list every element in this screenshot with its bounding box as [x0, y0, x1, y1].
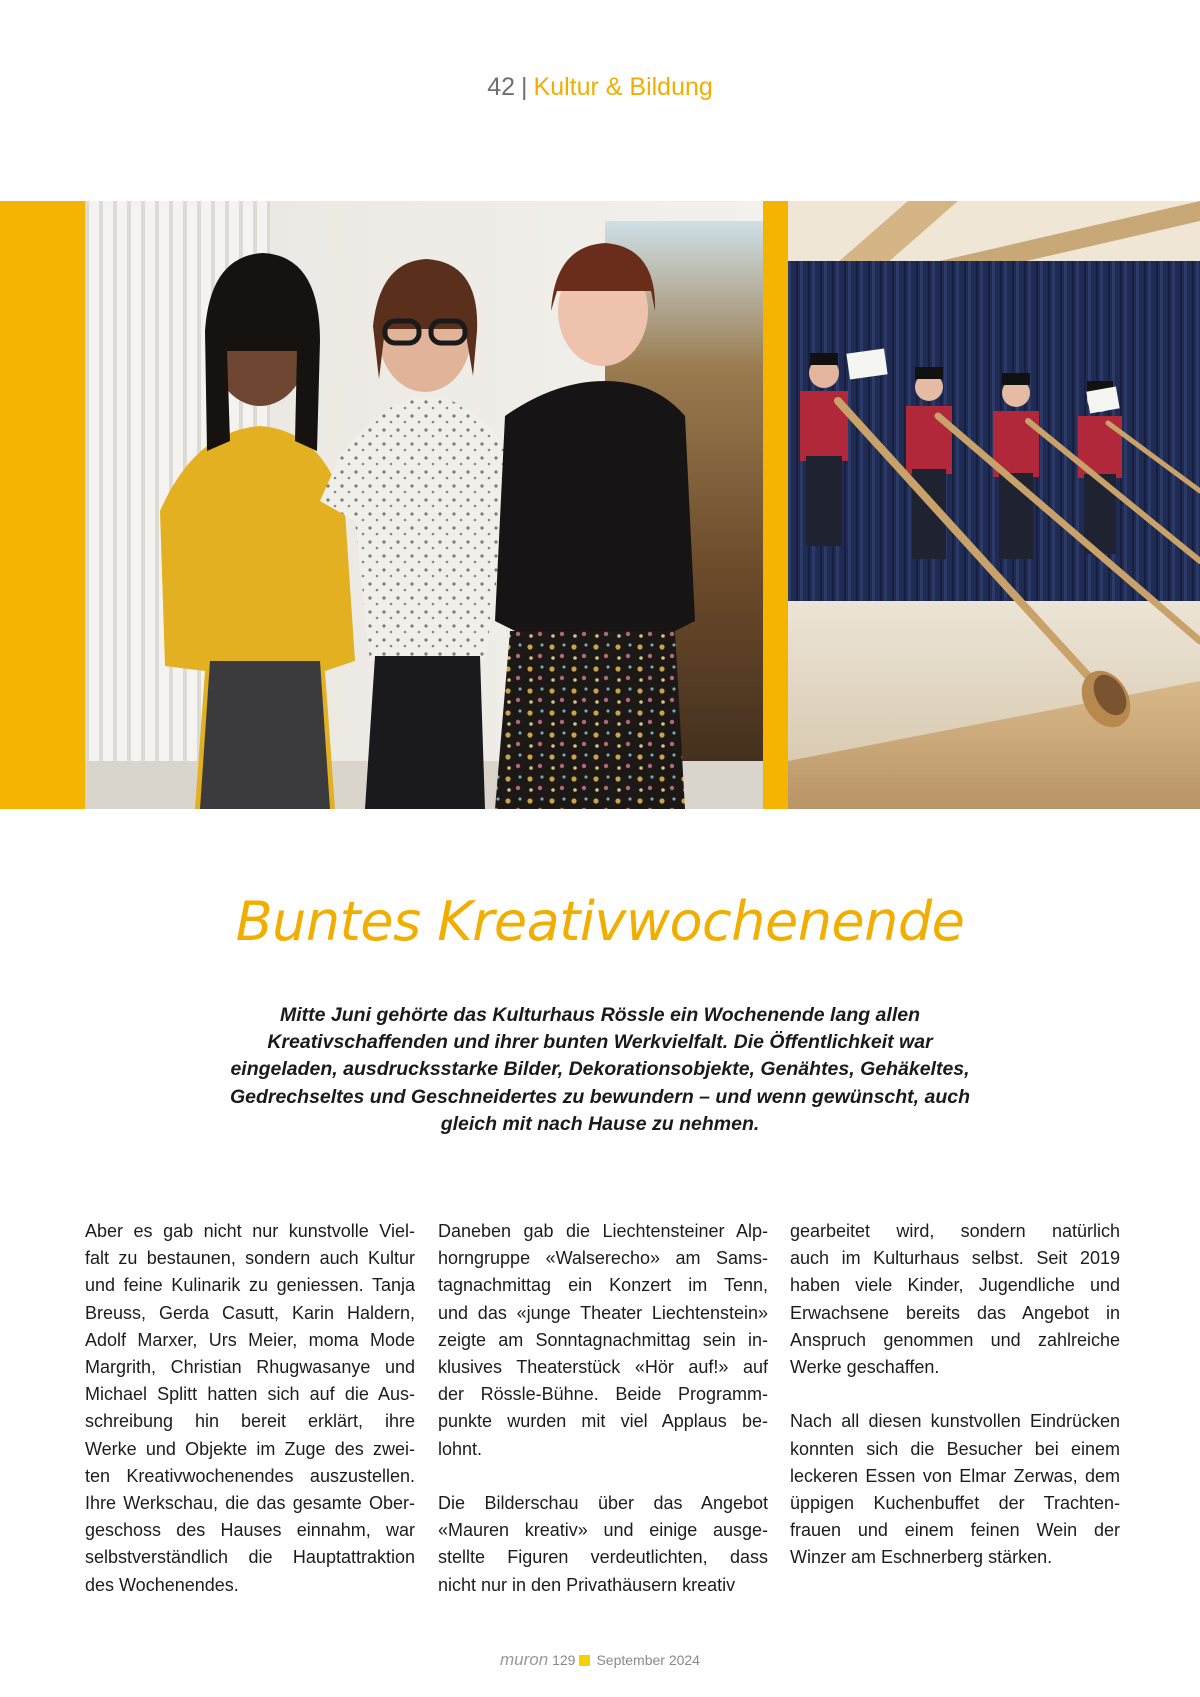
- body-text-line: Werke und Objekte im Zuge des zwei-: [85, 1438, 415, 1459]
- body-text-line: Die Bilderschau über das Angebot: [438, 1493, 768, 1514]
- body-text-line: horngruppe «Walserecho» am Sams-: [438, 1248, 768, 1269]
- body-text-line: Anspruch genommen und zahlreiche: [790, 1329, 1120, 1350]
- body-column-2: [438, 1218, 768, 1599]
- body-column-3: [790, 1218, 1120, 1572]
- body-text-line: auch im Kulturhaus selbst. Seit 2019: [790, 1248, 1120, 1269]
- article-title: Buntes Kreativwochenende: [235, 890, 965, 953]
- photo-alphorn-group: [788, 201, 1200, 809]
- body-text-line: Nach all diesen kunstvollen Eindrücken: [790, 1411, 1120, 1432]
- body-text-line: geschoss des Hauses einnahm, war: [85, 1520, 415, 1541]
- body-text-line: Winzer am Eschnerberg stärken.: [790, 1547, 1053, 1568]
- body-text-line: ten Kreativwochenendes auszustellen.: [85, 1465, 415, 1486]
- body-text-line: Margrith, Christian Rhugwasanye und: [85, 1357, 415, 1378]
- body-text-line: gearbeitet wird, sondern natürlich: [790, 1221, 1120, 1241]
- body-text-line: üppigen Kuchenbuffet der Trachten-: [790, 1493, 1120, 1514]
- page-number: 42: [487, 73, 516, 101]
- footer-square-icon: [579, 1655, 590, 1666]
- issue-number: 129: [552, 1652, 576, 1668]
- body-text-line: lohnt.: [438, 1438, 483, 1459]
- lead-line: Mitte Juni gehörte das Kulturhaus Rössle ein Wochenende lang allen: [280, 1004, 920, 1026]
- body-text-line: Aber es gab nicht nur kunstvolle Viel-: [85, 1221, 415, 1241]
- body-text-line: haben viele Kinder, Jugendliche und: [790, 1275, 1120, 1296]
- body-text-line: und das «junge Theater Liechtenstein»: [438, 1302, 768, 1323]
- page-header: [0, 72, 1200, 102]
- body-text-line: Daneben gab die Liechtensteiner Alp-: [438, 1221, 768, 1241]
- section-title: Kultur & Bildung: [533, 73, 713, 101]
- body-text-line: konnten sich die Besucher bei einem: [790, 1438, 1120, 1459]
- magazine-brand: muron: [500, 1650, 549, 1669]
- body-column-1: [85, 1218, 415, 1599]
- page-footer: [0, 1650, 1200, 1670]
- body-text-line: selbstverständlich die Hauptattraktion: [85, 1547, 415, 1568]
- body-text-line: klusives Theaterstück «Hör auf!» auf: [438, 1357, 768, 1378]
- body-text-line: frauen und einem feinen Wein der: [790, 1520, 1120, 1541]
- body-text-line: tagnachmittag ein Konzert im Tenn,: [438, 1275, 768, 1296]
- lead-line: Kreativschaffenden und ihrer bunten Werkvielfalt. Die Öffentlichkeit war: [267, 1031, 933, 1054]
- body-text-line: Breuss, Gerda Casutt, Karin Haldern,: [85, 1302, 415, 1323]
- body-text-line: Erwachsene bereits das Angebot in: [790, 1302, 1120, 1323]
- body-text-line: Adolf Marxer, Urs Meier, moma Mode: [85, 1329, 415, 1350]
- body-text-line: stellte Figuren verdeutlichten, dass: [438, 1547, 768, 1568]
- body-text-line: falt zu bestaunen, sondern auch Kultur: [85, 1248, 415, 1269]
- article-lead: [210, 1002, 990, 1138]
- body-text-line: «Mauren kreativ» und einige ausge-: [438, 1520, 768, 1541]
- accent-bar-left: [0, 201, 85, 809]
- body-text-line: zeigte am Sonntagnachmittag sein in-: [438, 1329, 768, 1350]
- lead-line: gleich mit nach Hause zu nehmen.: [440, 1112, 760, 1135]
- body-text-line: punkte wurden mit viel Applaus be-: [438, 1411, 768, 1432]
- paragraph-gap: [438, 1463, 768, 1490]
- lead-line: eingeladen, ausdrucksstarke Bilder, Dekorationsobjekte, Genähtes, Gehäkeltes,: [230, 1058, 970, 1081]
- lead-line: Gedrechseltes und Geschneidertes zu bewundern – und wenn gewünscht, auch: [229, 1085, 971, 1108]
- body-text-line: der Rössle-Bühne. Beide Programm-: [438, 1384, 768, 1405]
- body-text-line: schreibung hin bereit erklärt, ihre: [85, 1411, 415, 1432]
- photo-three-women: [85, 201, 763, 809]
- paragraph-gap: [790, 1381, 1120, 1408]
- body-text-line: nicht nur in den Privathäusern kreativ: [438, 1574, 736, 1595]
- body-text-line: Werke geschaffen.: [790, 1357, 940, 1378]
- header-separator: |: [521, 73, 528, 101]
- body-text-line: Ihre Werkschau, die das gesamte Ober-: [85, 1493, 415, 1514]
- body-text-line: Michael Splitt hatten sich auf die Aus-: [85, 1384, 415, 1405]
- issue-date: September 2024: [596, 1652, 700, 1668]
- accent-bar-middle: [763, 201, 788, 809]
- body-text-line: und feine Kulinarik zu geniessen. Tanja: [85, 1275, 415, 1296]
- body-text-line: des Wochenendes.: [85, 1574, 239, 1595]
- body-text-line: leckeren Essen von Elmar Zerwas, dem: [790, 1465, 1120, 1486]
